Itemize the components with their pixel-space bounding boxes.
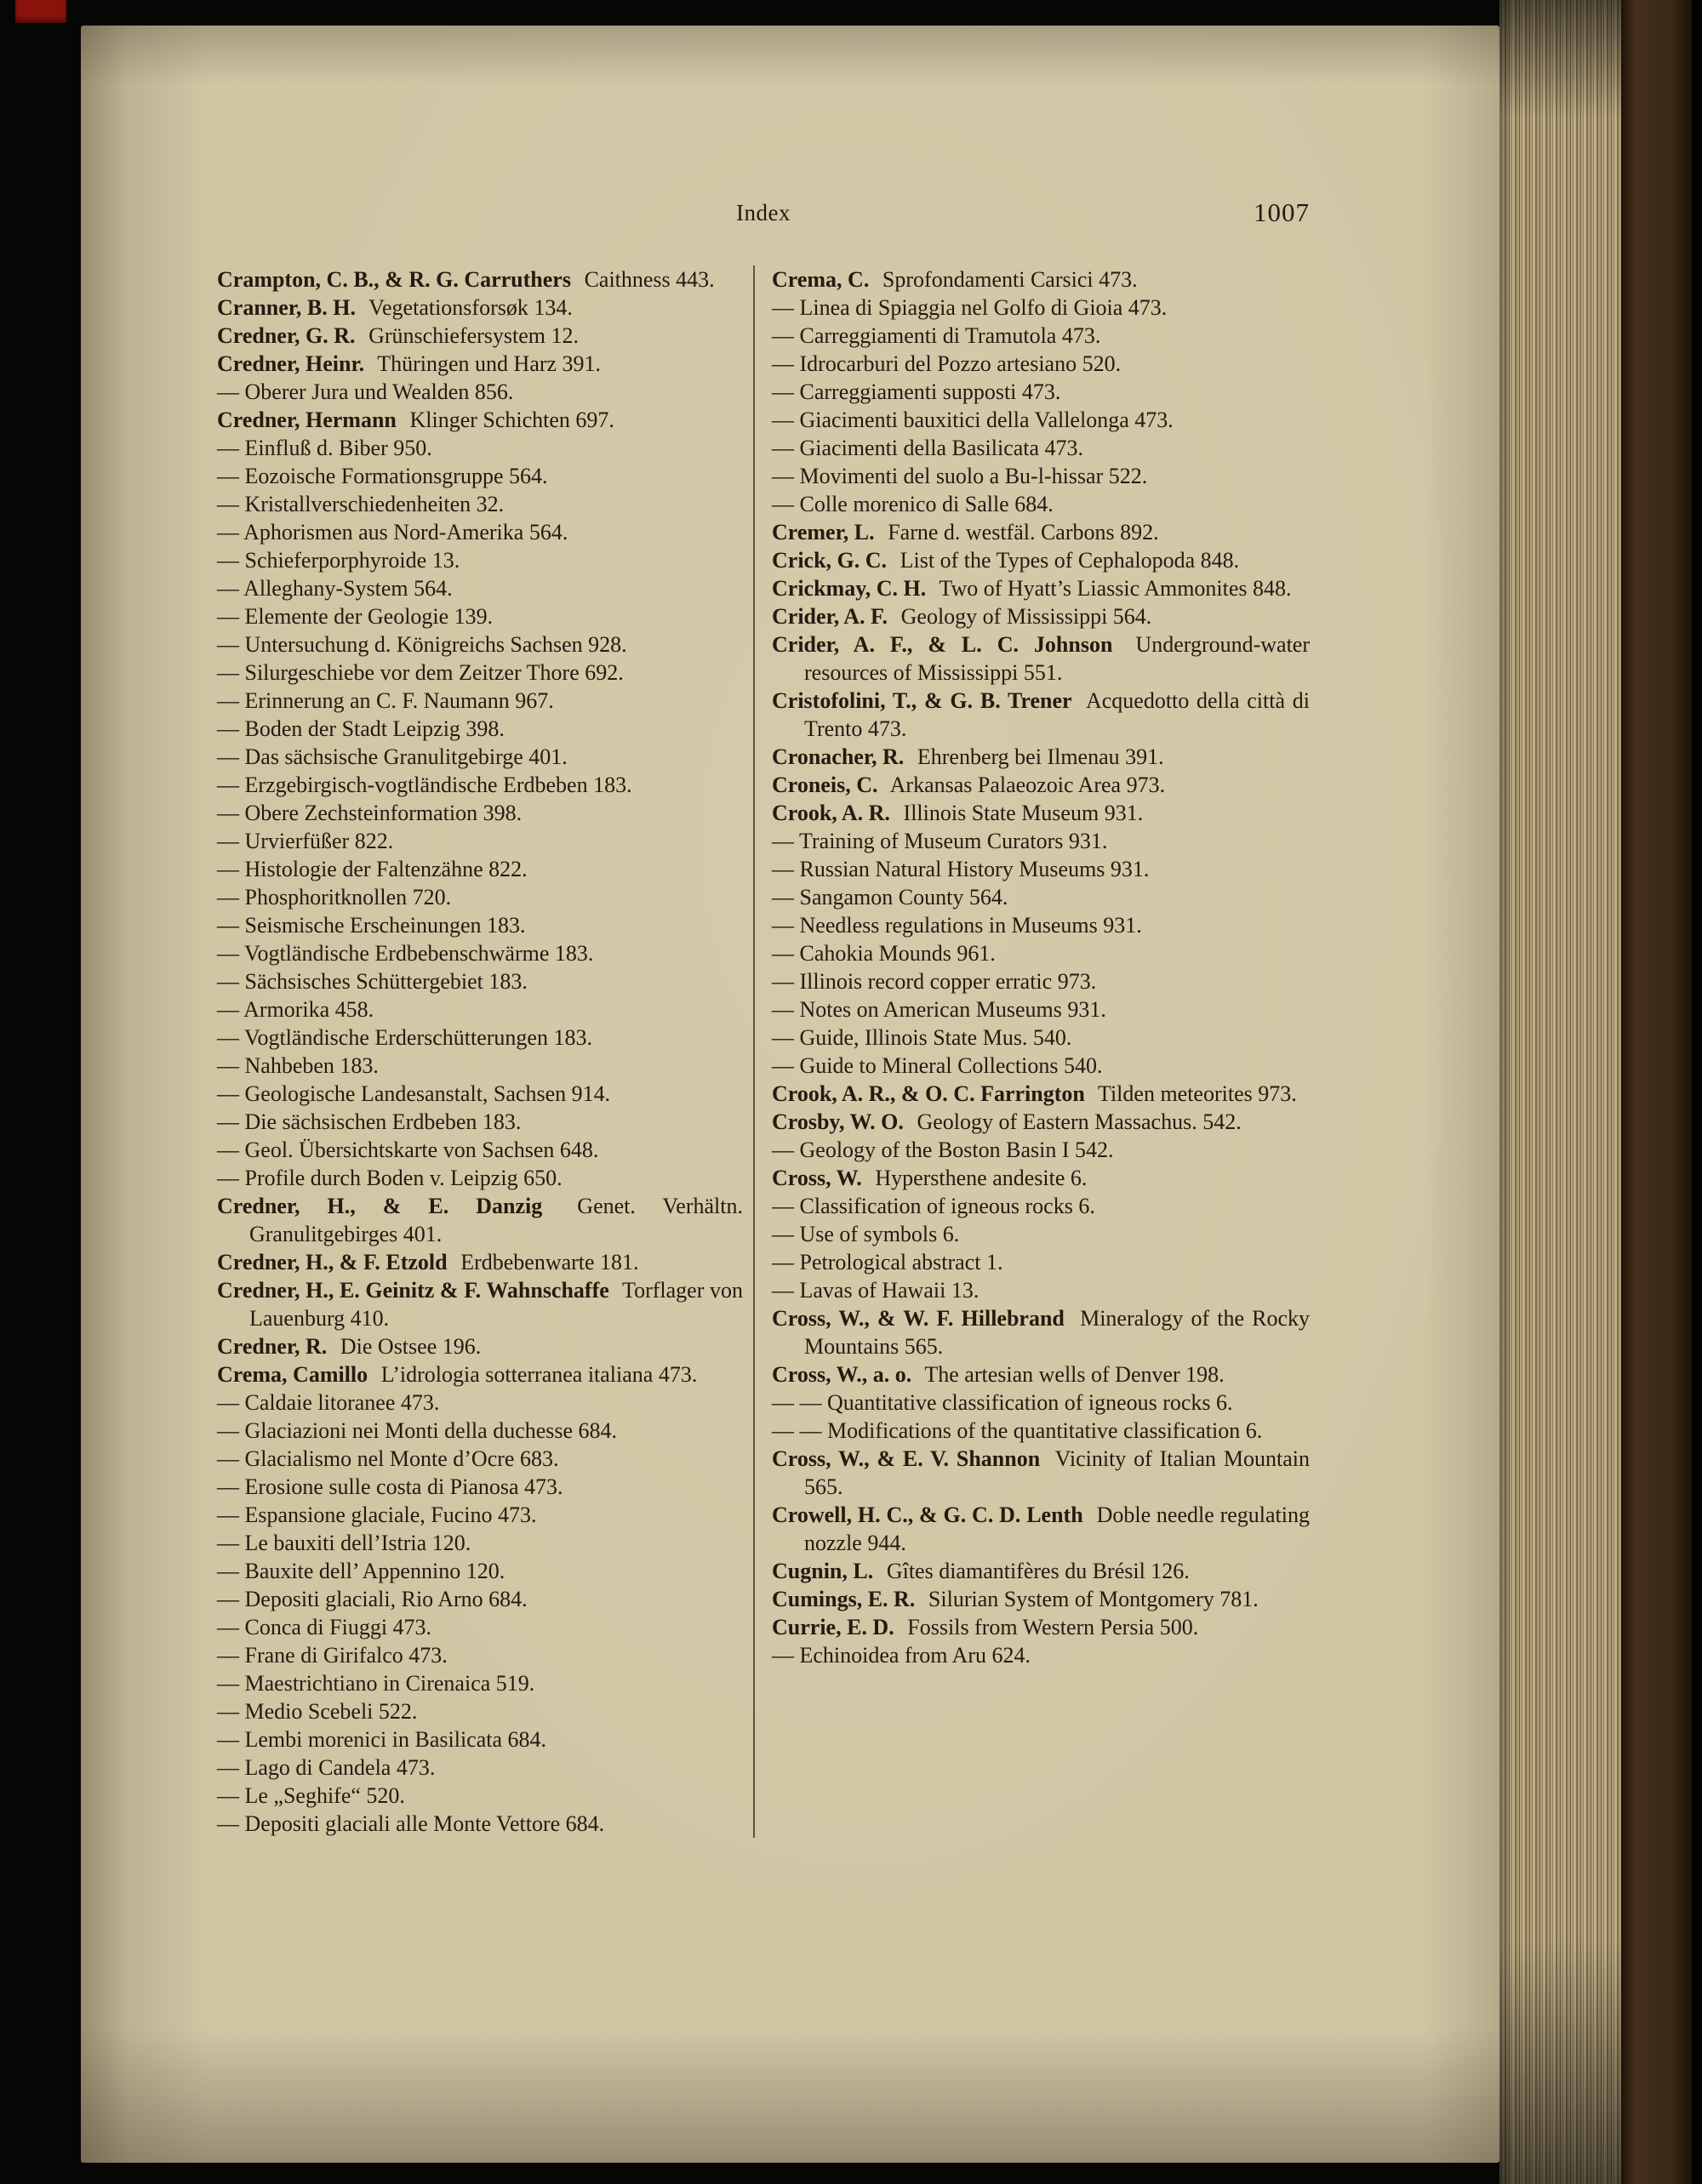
index-entry: Credner, Heinr. Thüringen und Harz 391. <box>217 351 602 376</box>
index-entry: — Use of symbols 6. <box>772 1222 960 1246</box>
index-entry: — Urvierfüßer 822. <box>217 829 394 853</box>
index-column-left <box>217 265 743 1838</box>
index-entry: Credner, H., & F. Etzold Erdbebenwarte 181. <box>217 1250 639 1274</box>
index-entry: — Guide, Illinois State Mus. 540. <box>772 1025 1072 1050</box>
index-entry: — Idrocarburi del Pozzo artesiano 520. <box>772 351 1122 376</box>
page-header-title: Index <box>736 200 791 225</box>
entry-author: Cross, W. <box>772 1166 862 1190</box>
page-edges <box>1499 0 1621 2184</box>
index-entry: Cross, W., & E. V. Shannon Vicinity of Italian Mountain 565. <box>772 1446 1310 1499</box>
entry-author: Croneis, C. <box>772 773 878 797</box>
entry-author: Cristofolini, T., & G. B. Trener <box>772 688 1072 713</box>
index-entry: Crick, G. C. List of the Types of Cephalopoda 848. <box>772 548 1240 573</box>
index-entry: — Le „Seghife“ 520. <box>217 1783 405 1808</box>
index-entry: — Vogtländische Erdbebenschwärme 183. <box>217 941 594 966</box>
entry-author: Crampton, C. B., & R. G. Carruthers <box>217 267 571 292</box>
index-entry: Crickmay, C. H. Two of Hyatt’s Liassic Ammonites 848. <box>772 576 1292 601</box>
entry-author: Credner, G. R. <box>217 323 356 348</box>
index-entry: — Depositi glaciali, Rio Arno 684. <box>217 1587 528 1611</box>
index-entry: — Oberer Jura und Wealden 856. <box>217 379 514 404</box>
index-entry: — Eozoische Formationsgruppe 564. <box>217 464 548 488</box>
index-entry: Cristofolini, T., & G. B. Trener Acquedotto della città di Trento 473. <box>772 688 1310 741</box>
index-entry: — Needless regulations in Museums 931. <box>772 913 1142 938</box>
index-entry: Currie, E. D. Fossils from Western Persia 500. <box>772 1615 1199 1639</box>
index-entry: — Cahokia Mounds 961. <box>772 941 996 966</box>
entry-author: Crema, Camillo <box>217 1362 368 1387</box>
column-divider <box>753 265 755 1838</box>
index-entry: — Bauxite dell’ Appennino 120. <box>217 1559 505 1583</box>
entry-author: Credner, Heinr. <box>217 351 365 376</box>
index-column-right <box>772 265 1310 1838</box>
entry-author: Cremer, L. <box>772 520 875 545</box>
index-entry: — Profile durch Boden v. Leipzig 650. <box>217 1166 563 1190</box>
index-entry: — Geologische Landesanstalt, Sachsen 914. <box>217 1081 611 1106</box>
entry-author: Crider, A. F., & L. C. Johnson <box>772 632 1113 657</box>
index-entry: Credner, R. Die Ostsee 196. <box>217 1334 482 1359</box>
entry-author: Crema, C. <box>772 267 870 292</box>
index-entry: — Movimenti del suolo a Bu-l-hissar 522. <box>772 464 1148 488</box>
entry-author: Credner, Hermann <box>217 408 397 432</box>
index-entry: — Petrological abstract 1. <box>772 1250 1003 1274</box>
index-entry: — Espansione glaciale, Fucino 473. <box>217 1503 537 1527</box>
index-entry: — Carreggiamenti di Tramutola 473. <box>772 323 1101 348</box>
index-entry: Cranner, B. H. Vegetationsforsøk 134. <box>217 295 573 320</box>
entry-author: Cugnin, L. <box>772 1559 874 1583</box>
index-entry: — Frane di Girifalco 473. <box>217 1643 448 1668</box>
index-columns <box>217 265 1310 1838</box>
index-entry: — Geol. Übersichtskarte von Sachsen 648. <box>217 1138 599 1162</box>
index-entry: — Boden der Stadt Leipzig 398. <box>217 716 505 741</box>
index-entry: — Histologie der Faltenzähne 822. <box>217 857 528 881</box>
index-entry: Crampton, C. B., & R. G. Carruthers Caithness 443. <box>217 267 715 292</box>
entry-author: Currie, E. D. <box>772 1615 894 1639</box>
index-entry: Cross, W. Hypersthene andesite 6. <box>772 1166 1088 1190</box>
entry-author: Cross, W., & E. V. Shannon <box>772 1446 1041 1471</box>
index-entry: Credner, H., & E. Danzig Genet. Verhältn. Granulitgebirges 401. <box>217 1194 743 1246</box>
spine-label <box>15 0 66 23</box>
index-entry: — Caldaie litoranee 473. <box>217 1390 440 1415</box>
index-entry: — Medio Scebeli 522. <box>217 1699 418 1724</box>
index-entry: — Notes on American Museums 931. <box>772 997 1106 1022</box>
index-entry: — Erzgebirgisch-vogtländische Erdbeben 183. <box>217 773 632 797</box>
index-entry: Crook, A. R. Illinois State Museum 931. <box>772 801 1144 825</box>
index-entry: — Giacimenti bauxitici della Vallelonga 473. <box>772 408 1174 432</box>
index-entry: — Kristallverschiedenheiten 32. <box>217 492 505 516</box>
index-entry: Crosby, W. O. Geology of Eastern Massachus. 542. <box>772 1109 1242 1134</box>
index-entry: — Sächsisches Schüttergebiet 183. <box>217 969 528 994</box>
index-entry: Cronacher, R. Ehrenberg bei Ilmenau 391. <box>772 744 1164 769</box>
index-entry: — Depositi glaciali alle Monte Vettore 684. <box>217 1811 605 1836</box>
index-entry: — Aphorismen aus Nord-Amerika 564. <box>217 520 568 545</box>
page-header <box>217 197 1310 236</box>
entry-author: Credner, H., E. Geinitz & F. Wahnschaffe <box>217 1278 609 1303</box>
entry-author: Crick, G. C. <box>772 548 888 573</box>
index-entry: — Erosione sulle costa di Pianosa 473. <box>217 1474 563 1499</box>
index-entry: — Classification of igneous rocks 6. <box>772 1194 1095 1218</box>
index-entry: — Giacimenti della Basilicata 473. <box>772 436 1084 460</box>
entry-author: Crook, A. R. <box>772 801 890 825</box>
index-entry: — Armorika 458. <box>217 997 374 1022</box>
index-entry: Cremer, L. Farne d. westfäl. Carbons 892. <box>772 520 1159 545</box>
entry-author: Credner, R. <box>217 1334 328 1359</box>
index-entry: — Glacialismo nel Monte d’Ocre 683. <box>217 1446 559 1471</box>
index-entry: — Guide to Mineral Collections 540. <box>772 1053 1103 1078</box>
index-entry: — Training of Museum Curators 931. <box>772 829 1108 853</box>
index-entry: — Nahbeben 183. <box>217 1053 379 1078</box>
index-entry: Credner, Hermann Klinger Schichten 697. <box>217 408 614 432</box>
index-entry: — Lembi morenici in Basilicata 684. <box>217 1727 547 1752</box>
index-entry: Credner, G. R. Grünschiefersystem 12. <box>217 323 580 348</box>
index-entry: — Glaciazioni nei Monti della duchesse 684. <box>217 1418 618 1443</box>
book-cover <box>1621 0 1692 2184</box>
index-entry: — Conca di Fiuggi 473. <box>217 1615 432 1639</box>
index-entry: — Lavas of Hawaii 13. <box>772 1278 980 1303</box>
entry-author: Crickmay, C. H. <box>772 576 927 601</box>
index-entry: — Elemente der Geologie 139. <box>217 604 494 629</box>
index-entry: Crook, A. R., & O. C. Farrington Tilden meteorites 973. <box>772 1081 1297 1106</box>
index-entry: — Phosphoritknollen 720. <box>217 885 452 910</box>
entry-author: Credner, H., & F. Etzold <box>217 1250 448 1274</box>
index-entry: — Colle morenico di Salle 684. <box>772 492 1054 516</box>
index-entry: — Geology of the Boston Basin I 542. <box>772 1138 1114 1162</box>
index-entry: Cugnin, L. Gîtes diamantifères du Brésil 126. <box>772 1559 1190 1583</box>
index-entry: — Le bauxiti dell’Istria 120. <box>217 1531 471 1555</box>
book-page <box>81 26 1499 2163</box>
entry-author: Crook, A. R., & O. C. Farrington <box>772 1081 1085 1106</box>
index-entry: — Carreggiamenti supposti 473. <box>772 379 1061 404</box>
index-entry: Crema, C. Sprofondamenti Carsici 473. <box>772 267 1138 292</box>
index-entry: — Maestrichtiano in Cirenaica 519. <box>217 1671 535 1696</box>
index-entry: — Vogtländische Erderschütterungen 183. <box>217 1025 592 1050</box>
entry-author: Cranner, B. H. <box>217 295 356 320</box>
index-entry: Crider, A. F., & L. C. Johnson Underground-water resources of Mississippi 551. <box>772 632 1310 685</box>
index-entry: — — Modifications of the quantitative classification 6. <box>772 1418 1263 1443</box>
index-entry: Cumings, E. R. Silurian System of Montgomery 781. <box>772 1587 1259 1611</box>
index-entry: Cross, W., & W. F. Hillebrand Mineralogy of the Rocky Mountains 565. <box>772 1306 1310 1359</box>
entry-author: Cronacher, R. <box>772 744 905 769</box>
index-entry: — Seismische Erscheinungen 183. <box>217 913 526 938</box>
index-entry: — Untersuchung d. Königreichs Sachsen 928. <box>217 632 627 657</box>
entry-author: Crowell, H. C., & G. C. D. Lenth <box>772 1503 1083 1527</box>
index-entry: — Lago di Candela 473. <box>217 1755 436 1780</box>
index-entry: — Erinnerung an C. F. Naumann 967. <box>217 688 554 713</box>
index-entry: Croneis, C. Arkansas Palaeozoic Area 973. <box>772 773 1166 797</box>
index-entry: — Sangamon County 564. <box>772 885 1008 910</box>
page-number: 1007 <box>1254 197 1310 227</box>
index-entry: — Obere Zechsteinformation 398. <box>217 801 523 825</box>
entry-author: Credner, H., & E. Danzig <box>217 1194 543 1218</box>
entry-author: Crider, A. F. <box>772 604 888 629</box>
index-entry: — Die sächsischen Erdbeben 183. <box>217 1109 522 1134</box>
index-entry: — Russian Natural History Museums 931. <box>772 857 1150 881</box>
entry-author: Cross, W., & W. F. Hillebrand <box>772 1306 1065 1331</box>
index-entry: Crowell, H. C., & G. C. D. Lenth Doble needle regulating nozzle 944. <box>772 1503 1310 1555</box>
index-entry: — Echinoidea from Aru 624. <box>772 1643 1031 1668</box>
index-entry: Crider, A. F. Geology of Mississippi 564. <box>772 604 1152 629</box>
index-entry: — Silurgeschiebe vor dem Zeitzer Thore 692. <box>217 660 624 685</box>
index-entry: — Illinois record copper erratic 973. <box>772 969 1097 994</box>
photo-edge <box>1692 0 1702 2184</box>
index-entry: Credner, H., E. Geinitz & F. Wahnschaffe Torflager von Lauenburg 410. <box>217 1278 744 1331</box>
index-entry: — — Quantitative classification of igneous rocks 6. <box>772 1390 1233 1415</box>
entry-author: Cumings, E. R. <box>772 1587 916 1611</box>
entry-author: Cross, W., a. o. <box>772 1362 912 1387</box>
index-entry: — Das sächsische Granulitgebirge 401. <box>217 744 568 769</box>
index-entry: — Linea di Spiaggia nel Golfo di Gioia 473. <box>772 295 1168 320</box>
index-entry: Cross, W., a. o. The artesian wells of Denver 198. <box>772 1362 1225 1387</box>
entry-author: Crosby, W. O. <box>772 1109 904 1134</box>
index-entry: — Alleghany-System 564. <box>217 576 453 601</box>
index-entry: Crema, Camillo L’idrologia sotterranea italiana 473. <box>217 1362 698 1387</box>
index-entry: — Einfluß d. Biber 950. <box>217 436 432 460</box>
index-entry: — Schieferporphyroide 13. <box>217 548 460 573</box>
